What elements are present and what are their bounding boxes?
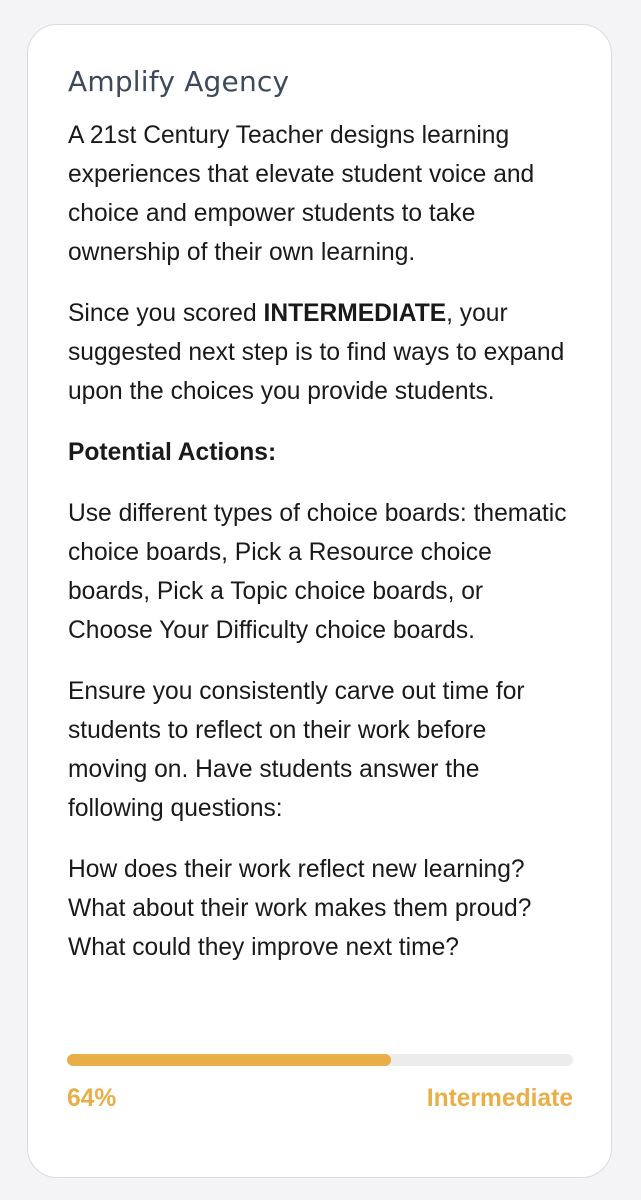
- score-suffix: , your suggested next step is to find ways to expand upon the choices you provide students.: [68, 300, 565, 405]
- progress-bar-track: [67, 1054, 573, 1066]
- actions-heading: Potential Actions:: [68, 439, 277, 466]
- score-prefix: Since you scored: [68, 300, 264, 327]
- result-card: [27, 24, 612, 1178]
- score-text: [68, 294, 572, 411]
- progress-level: Intermediate: [426, 1085, 573, 1112]
- action-item-reflection: Ensure you consistently carve out time for students to reflect on their work before moving on. Have students answer the following questions:: [68, 678, 525, 822]
- card-title: Amplify Agency: [68, 65, 290, 98]
- score-level: INTERMEDIATE: [263, 300, 447, 327]
- progress-bar-fill: [67, 1054, 391, 1066]
- action-item-choice-boards: Use different types of choice boards: thematic choice boards, Pick a Resource choice boards, Pick a Topic choice boards, or Choose Your Difficulty choice boards.: [68, 500, 567, 644]
- action-item-questions: How does their work reflect new learning? What about their work makes them proud? What could they improve next time?: [68, 856, 532, 961]
- progress-labels: [67, 1084, 573, 1114]
- description-text: A 21st Century Teacher designs learning experiences that elevate student voice and choice and empower students to take ownership of their own learning.: [68, 122, 535, 266]
- progress-percent: 64%: [67, 1085, 117, 1112]
